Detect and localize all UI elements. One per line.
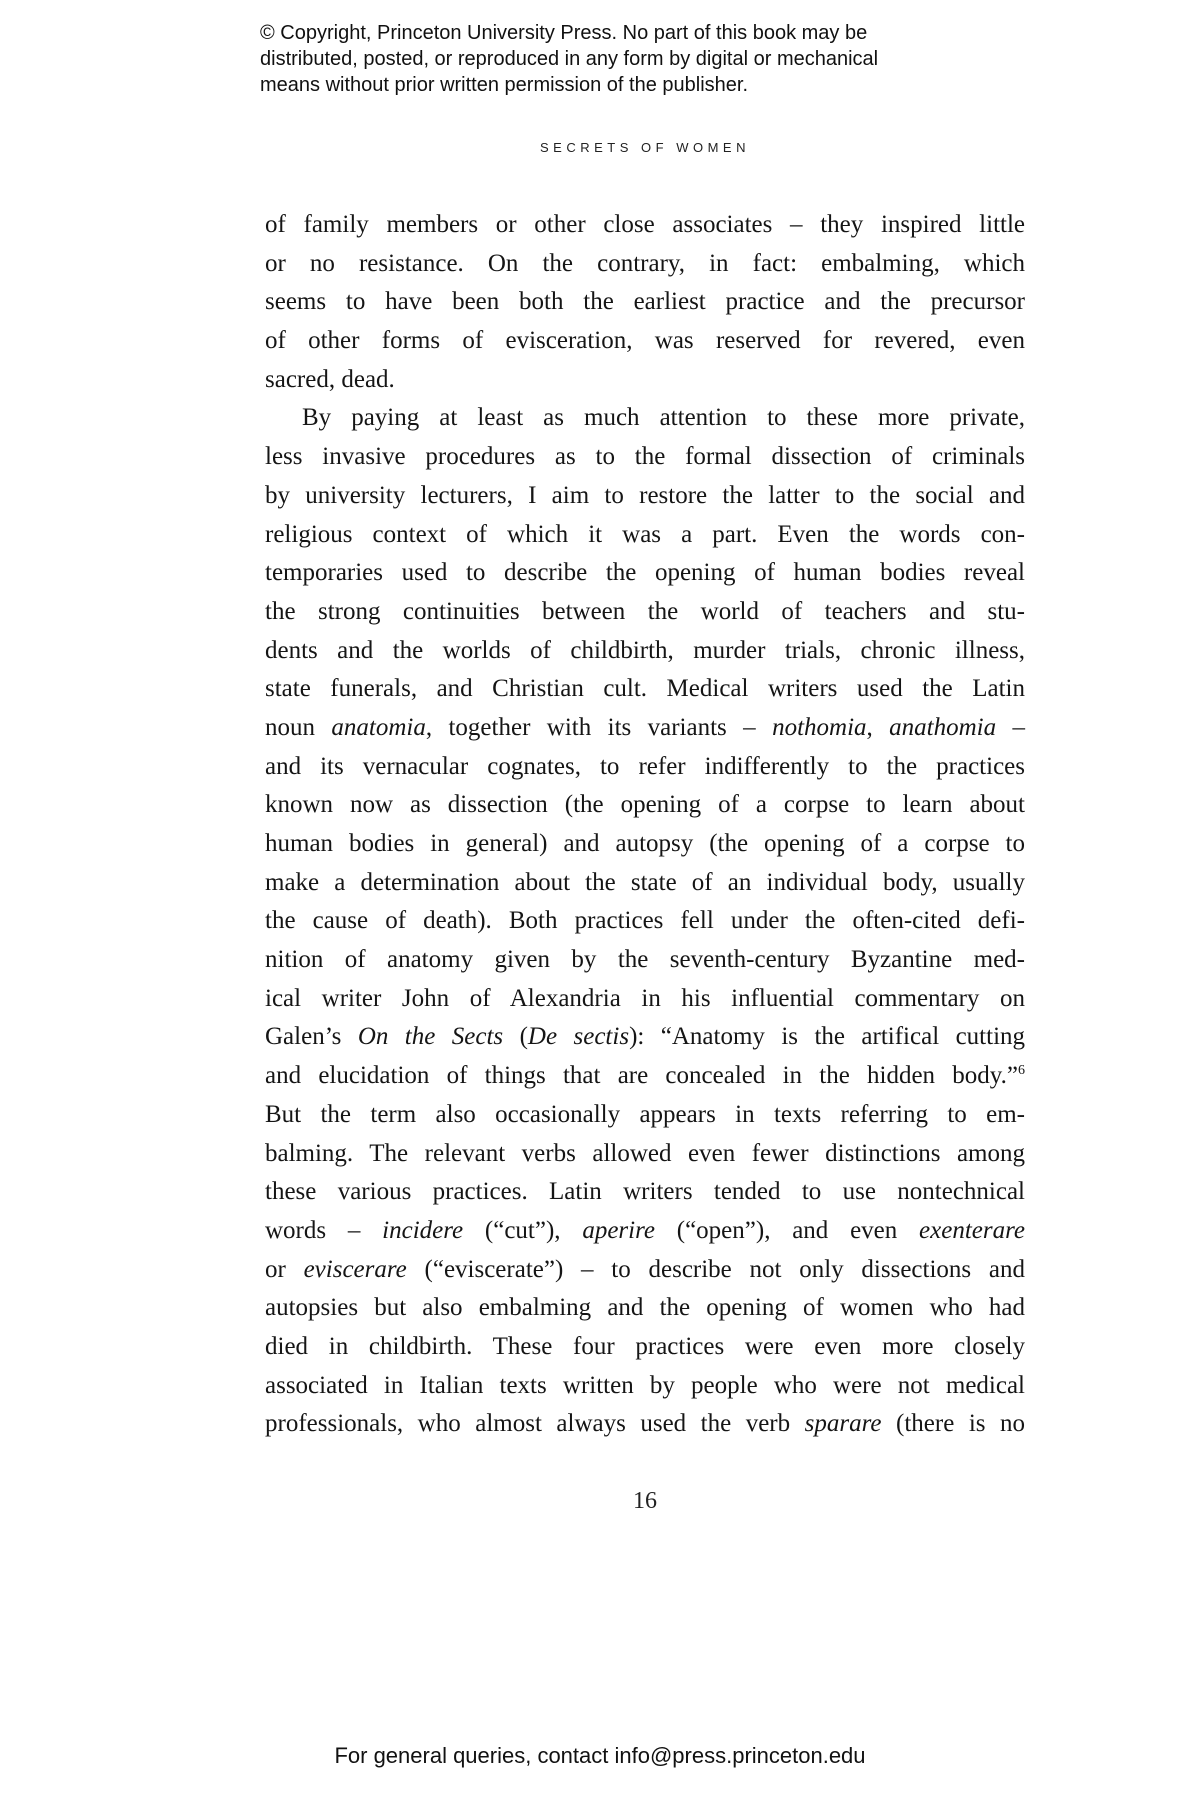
page-number: 16 xyxy=(633,1488,657,1514)
text-run: (“eviscerate”) – to describe not only dissections and xyxy=(406,1255,1025,1283)
text-line: seems to have been both the earliest practice and the precursor xyxy=(265,288,1025,316)
text-line xyxy=(265,1251,1025,1290)
contact-footer: For general queries, contact info@press.princeton.edu xyxy=(334,1743,866,1768)
italic-title: De sectis xyxy=(527,1023,630,1051)
italic-term: aperire xyxy=(582,1216,655,1244)
text-run: and elucidation of things that are concealed in the hidden body.” xyxy=(265,1062,1018,1090)
text-line: died in childbirth. These four practices were even more closely xyxy=(265,1332,1025,1360)
text-line: balming. The relevant verbs allowed even fewer distinctions among xyxy=(265,1139,1025,1167)
text-line: autopsies but also embalming and the opening of women who had xyxy=(265,1294,1025,1322)
text-line: dents and the worlds of childbirth, murder trials, chronic illness, xyxy=(265,636,1025,664)
text-line xyxy=(265,1018,1025,1057)
copyright-line: means without prior written permission of the publisher. xyxy=(260,74,749,96)
text-run: , together with its variants – xyxy=(425,713,773,741)
text-line xyxy=(265,709,1025,748)
text-line: the cause of death). Both practices fell under the often-cited defi- xyxy=(265,907,1025,935)
text-run: professionals, who almost always used the verb xyxy=(265,1410,805,1438)
text-run: or xyxy=(265,1255,304,1283)
body-text xyxy=(265,206,1025,1444)
italic-term: eviscerare xyxy=(303,1255,407,1283)
text-line: human bodies in general) and autopsy (the opening of a corpse to xyxy=(265,830,1025,857)
italic-term: anathomia xyxy=(889,713,997,741)
text-line: By paying at least as much attention to these more private, xyxy=(302,404,1025,432)
text-line: these various practices. Latin writers tended to use nontechnical xyxy=(265,1178,1025,1206)
text-line: state funerals, and Christian cult. Medical writers used the Latin xyxy=(265,675,1025,703)
text-line: ical writer John of Alexandria in his influential commentary on xyxy=(265,984,1025,1012)
text-line: temporaries used to describe the opening of human bodies reveal xyxy=(265,559,1025,587)
text-run: words – xyxy=(265,1216,383,1244)
text-run: noun xyxy=(265,713,332,741)
text-line: But the term also occasionally appears in texts referring to em- xyxy=(265,1100,1025,1128)
italic-term: sparare xyxy=(804,1410,882,1438)
running-head: SECRETS OF WOMEN xyxy=(540,140,750,155)
italic-term: exenterare xyxy=(919,1216,1026,1244)
text-run: ): “Anatomy is the artifical cutting xyxy=(629,1023,1026,1051)
italic-term: incidere xyxy=(382,1216,464,1244)
text-line: known now as dissection (the opening of a corpse to learn about xyxy=(265,791,1025,819)
footnote-marker: 6 xyxy=(1018,1063,1025,1079)
text-line: religious context of which it was a part. Even the words con- xyxy=(265,520,1025,548)
text-run: , xyxy=(866,713,890,741)
text-line xyxy=(265,1057,1025,1096)
text-run: (“open”), and even xyxy=(654,1216,920,1244)
text-line: associated in Italian texts written by people who were not medical xyxy=(265,1371,1025,1399)
italic-term: anatomia xyxy=(331,713,426,741)
copyright-line: © Copyright, Princeton University Press. No part of this book may be xyxy=(260,22,868,44)
text-line: less invasive procedures as to the formal dissection of criminals xyxy=(265,443,1025,471)
text-line xyxy=(265,1212,1025,1251)
text-line: the strong continuities between the world of teachers and stu- xyxy=(265,597,1025,625)
text-run: ( xyxy=(503,1023,528,1051)
text-line: of family members or other close associates – they inspired little xyxy=(265,211,1025,238)
text-line: or no resistance. On the contrary, in fact: embalming, which xyxy=(265,249,1025,277)
text-run: (“cut”), xyxy=(463,1216,583,1244)
text-run: – xyxy=(996,713,1025,741)
text-line: sacred, dead. xyxy=(265,365,395,393)
text-line: make a determination about the state of an individual body, usually xyxy=(265,868,1025,896)
text-run: (there is no xyxy=(881,1410,1025,1438)
italic-term: nothomia xyxy=(772,713,867,741)
italic-title: On the Sects xyxy=(357,1023,504,1051)
text-line xyxy=(265,1405,1025,1444)
text-line: of other forms of evisceration, was reserved for revered, even xyxy=(265,327,1025,355)
text-line: by university lecturers, I aim to restore the latter to the social and xyxy=(265,481,1025,509)
text-run: Galen’s xyxy=(265,1023,358,1051)
copyright-notice xyxy=(260,20,980,98)
text-line: nition of anatomy given by the seventh-century Byzantine med- xyxy=(265,946,1025,974)
text-line: and its vernacular cognates, to refer indifferently to the practices xyxy=(265,752,1025,780)
copyright-line: distributed, posted, or reproduced in any form by digital or mechanical xyxy=(260,48,879,70)
